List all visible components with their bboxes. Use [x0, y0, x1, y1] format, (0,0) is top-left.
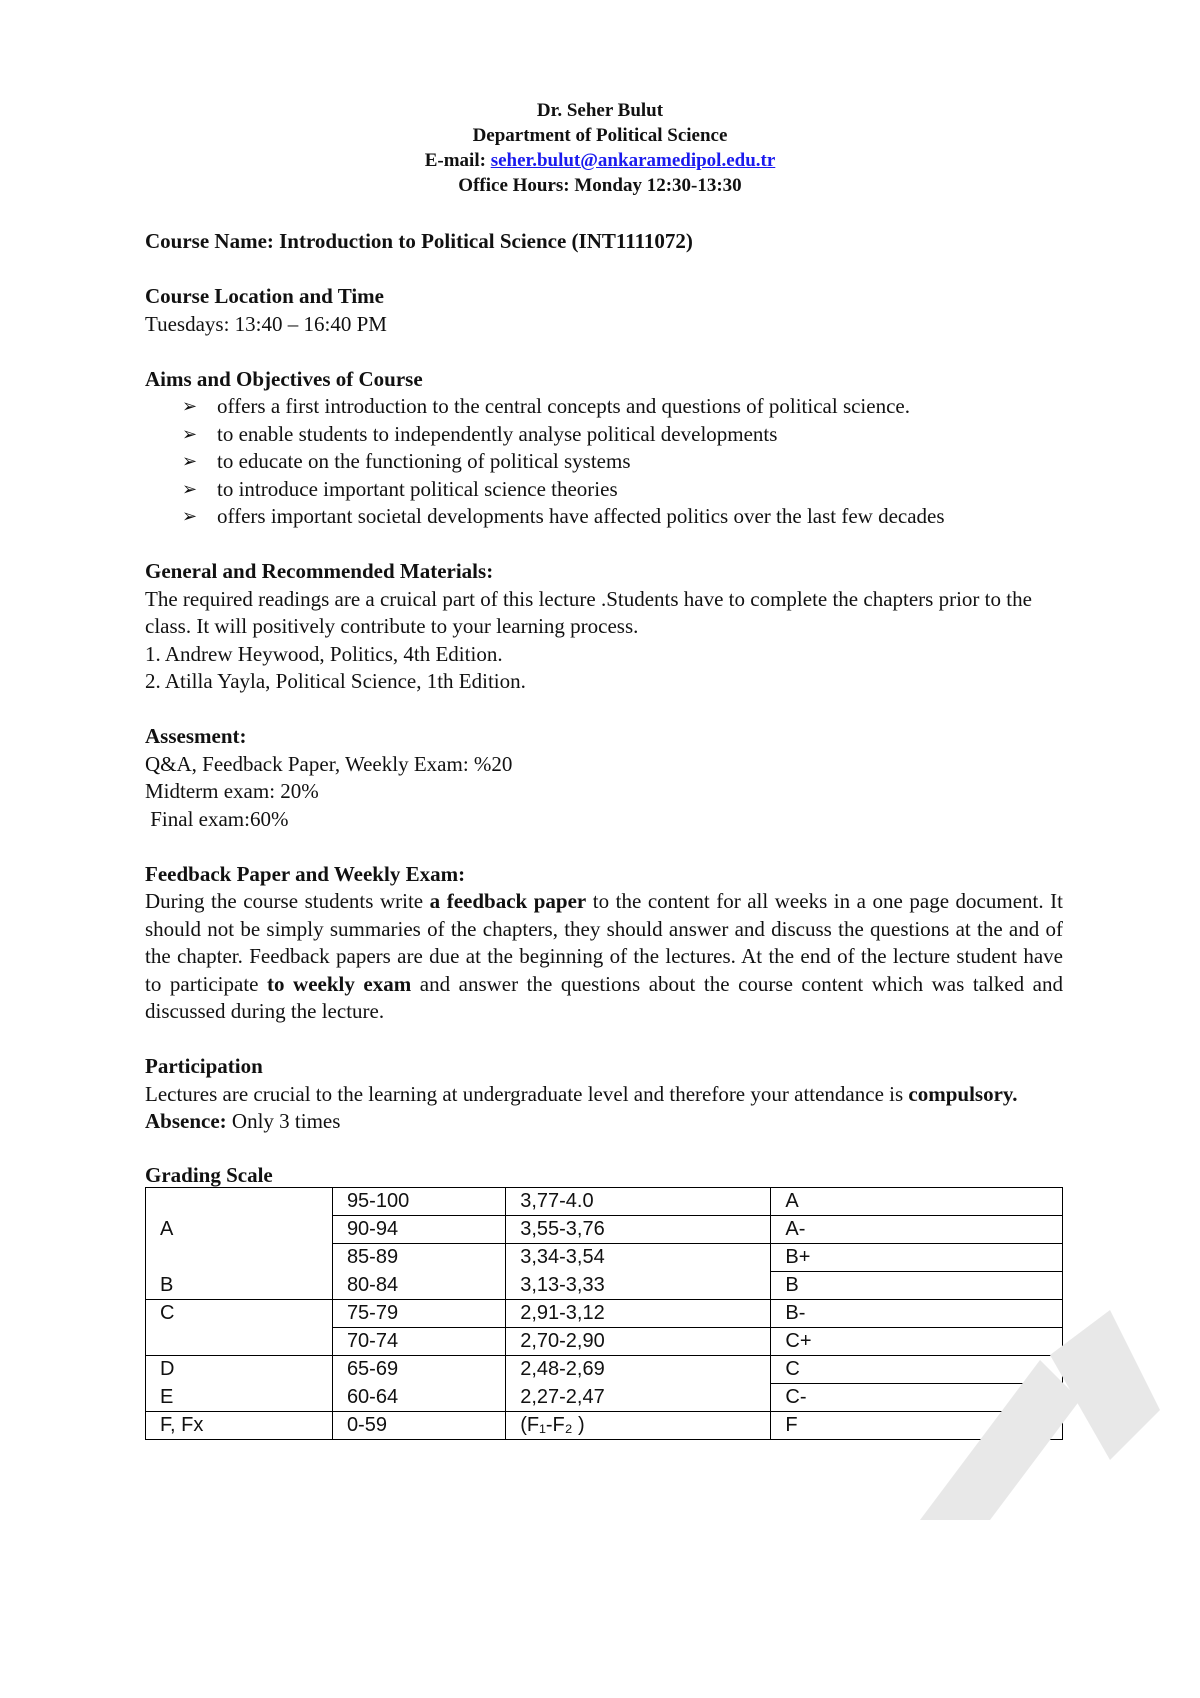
email-label: E-mail:	[424, 150, 491, 171]
list-item: ➢ to enable students to independently analyse political developments	[182, 421, 1063, 449]
table-row: E 60-64 2,27-2,47 C-	[146, 1384, 1063, 1412]
participation-text: Lectures are crucial to the learning at undergraduate level and therefore your attendance is compulsory.	[145, 1081, 1018, 1106]
table-row: 70-74 2,70-2,90 C+	[146, 1328, 1063, 1356]
location-time: Tuesdays: 13:40 – 16:40 PM	[145, 311, 387, 336]
feedback-paragraph: During the course students write a feedback paper to the content for all weeks in a one page document. It should not be simply summaries of the chapters, they should answer and discuss the questions at the and of the chapter. Feedback papers are due at the beginning of the lectures. At the end of the lecture student have to participate to weekly exam and answer the questions about the course content which was talked and discussed during the lecture.	[145, 889, 1063, 1023]
course-name: Course Name: Introduction to Political Science (INT1111072)	[145, 229, 693, 253]
arrow-bullet-icon: ➢	[182, 451, 198, 472]
department-name: Department of Political Science	[472, 125, 728, 146]
grading-table	[145, 1187, 1063, 1440]
aims-list	[145, 393, 1063, 531]
book-item: 1. Andrew Heywood, Politics, 4th Edition.	[145, 641, 503, 666]
arrow-bullet-icon: ➢	[182, 506, 198, 527]
materials-heading: General and Recommended Materials:	[145, 559, 494, 583]
office-hours: Office Hours: Monday 12:30-13:30	[458, 175, 742, 196]
table-row: B 80-84 3,13-3,33 B	[146, 1272, 1063, 1300]
table-row: D 65-69 2,48-2,69 C	[146, 1356, 1063, 1384]
assessment-line: Final exam:60%	[145, 806, 289, 831]
location-heading: Course Location and Time	[145, 284, 384, 308]
list-item: ➢ to educate on the functioning of political systems	[182, 448, 1063, 476]
list-item: ➢ offers a first introduction to the central concepts and questions of political science.	[182, 393, 1063, 421]
table-row: 85-89 3,34-3,54 B+	[146, 1244, 1063, 1272]
materials-text: The required readings are a cruical part of this lecture .Students have to complete the chapters prior to the class. It will positively contribute to your learning process.	[145, 586, 1032, 638]
assessment-heading: Assesment:	[145, 724, 247, 748]
participation-heading: Participation	[145, 1054, 263, 1078]
email-line	[0, 148, 1200, 173]
absence-line	[145, 1108, 1063, 1136]
list-item: ➢ offers important societal developments have affected politics over the last few decades	[182, 503, 1063, 531]
instructor-name: Dr. Seher Bulut	[536, 100, 664, 121]
table-row: C 75-79 2,91-3,12 B-	[146, 1300, 1063, 1328]
absence-value: Only 3 times	[226, 1109, 341, 1133]
arrow-bullet-icon: ➢	[182, 396, 198, 417]
table-row: 95-100 3,77-4.0 A	[146, 1188, 1063, 1216]
arrow-bullet-icon: ➢	[182, 478, 198, 500]
arrow-bullet-icon: ➢	[182, 423, 198, 445]
absence-label: Absence:	[145, 1109, 227, 1133]
instructor-header	[0, 98, 1200, 198]
feedback-heading: Feedback Paper and Weekly Exam:	[145, 861, 466, 886]
table-row: F, Fx 0-59 (F₁-F₂ ) F	[146, 1412, 1063, 1440]
aims-heading: Aims and Objectives of Course	[145, 366, 423, 391]
assessment-line: Q&A, Feedback Paper, Weekly Exam: %20	[145, 751, 513, 776]
assessment-line: Midterm exam: 20%	[145, 779, 319, 803]
email-link[interactable]: seher.bulut@ankaramedipol.edu.tr	[490, 150, 776, 171]
syllabus-body	[145, 228, 1063, 1440]
grading-heading: Grading Scale	[145, 1163, 273, 1187]
table-row: A 90-94 3,55-3,76 A-	[146, 1216, 1063, 1244]
list-item: ➢ to introduce important political science theories	[182, 476, 1063, 504]
book-item: 2. Atilla Yayla, Political Science, 1th Edition.	[145, 669, 526, 693]
